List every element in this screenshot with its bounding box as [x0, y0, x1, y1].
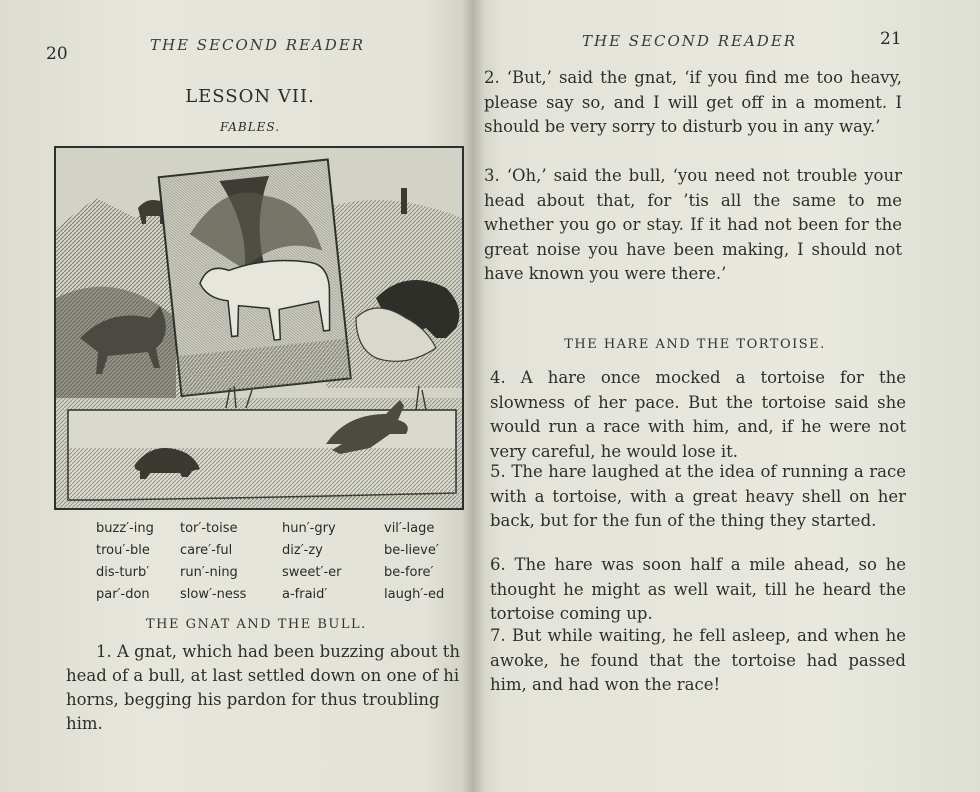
paragraph-line: horns, begging his pardon for thus troubling — [66, 690, 440, 709]
vocab-word: slow′-ness — [180, 587, 247, 602]
section-title: THE HARE AND THE TORTOISE. — [564, 337, 826, 352]
vocab-word: trou′-ble — [96, 543, 150, 558]
story-paragraph: 6. The hare was soon half a mile ahead, so he thought he might as well wait, till he heard the tortoise coming up. — [490, 555, 906, 623]
vocab-word: hun′-gry — [282, 521, 336, 536]
paragraph-line: him. — [66, 714, 103, 733]
page-number: 20 — [46, 44, 68, 64]
paragraph-line: head of a bull, at last settled down on one of hi — [66, 666, 460, 685]
right-page — [472, 0, 980, 792]
vocab-word: laugh′-ed — [384, 587, 445, 602]
story-paragraph: 3. ‘Oh,’ said the bull, ‘you need not trouble your head about that, for ’tis all the same to me whether you go or stay. If it had not been for the great noise you have been making, I should not have known you were there.’ — [484, 166, 902, 283]
vocab-word: be-fore′ — [384, 565, 434, 580]
vocab-word: sweet′-er — [282, 565, 342, 580]
vocab-word: care′-ful — [180, 543, 233, 558]
story-paragraph: 2. ‘But,’ said the gnat, ‘if you find me too heavy, please say so, and I will get off in a moment. I should be very sorry to disturb you in any way.’ — [484, 68, 902, 136]
lesson-subtitle: FABLES. — [219, 120, 281, 134]
paragraph-line: 1. A gnat, which had been buzzing about th — [96, 642, 461, 661]
book-gutter — [462, 0, 484, 792]
vocab-word: be-lieve′ — [384, 543, 439, 558]
story-paragraph: 5. The hare laughed at the idea of running a race with a tortoise, with a great heavy shell on her back, but for the fun of the thing they started. — [490, 462, 906, 530]
vocab-word: vil′-lage — [384, 521, 435, 536]
vocab-word: diz′-zy — [282, 543, 323, 558]
vocab-word: buzz′-ing — [96, 521, 154, 536]
vocab-word: tor′-toise — [180, 521, 238, 536]
vocab-word: a-fraid′ — [282, 587, 328, 602]
running-head: THE SECOND READER — [582, 32, 798, 50]
vocab-word: par′-don — [96, 587, 150, 602]
running-head: THE SECOND READER — [150, 36, 366, 54]
story-paragraph: 4. A hare once mocked a tortoise for the slowness of her pace. But the tortoise said she would run a race with him, and, if he were not very careful, he would lose it. — [490, 368, 906, 461]
vocab-word: run′-ning — [180, 565, 238, 580]
lesson-title: LESSON VII. — [185, 86, 315, 107]
left-page — [0, 0, 472, 792]
vocab-word: dis-turb′ — [96, 565, 150, 580]
section-title: THE GNAT AND THE BULL. — [146, 617, 367, 632]
engraving-picture — [56, 148, 462, 508]
fable-illustration — [54, 146, 464, 510]
story-paragraph: 7. But while waiting, he fell asleep, and when he awoke, he found that the tortoise had passed him, and had won the race! — [490, 626, 906, 694]
page-number: 21 — [880, 29, 902, 49]
